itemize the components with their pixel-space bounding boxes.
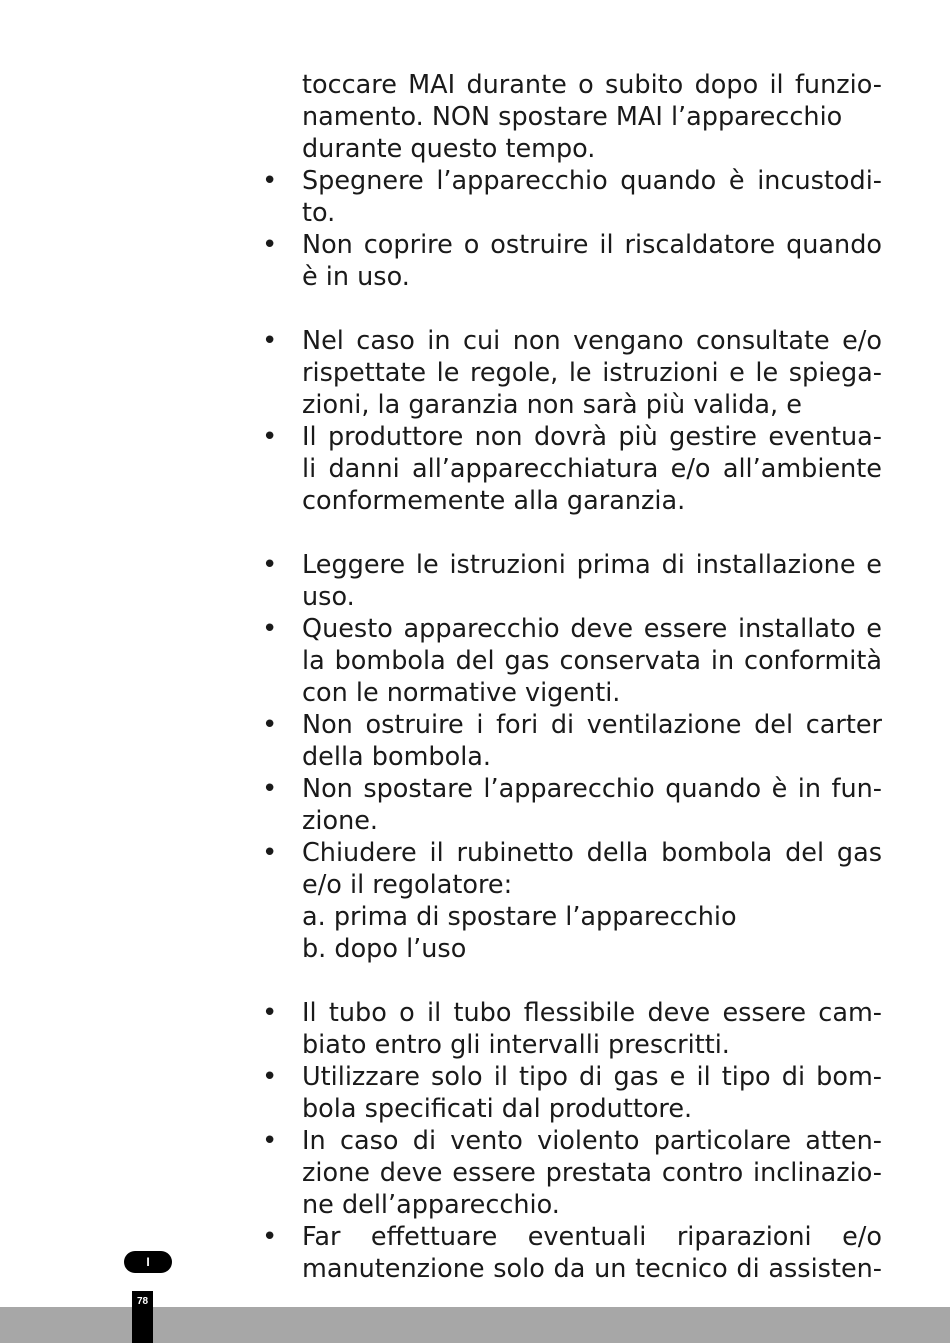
text-line: Non ostruire i fori di ventilazione del carter (302, 710, 882, 740)
bullet-icon: • (262, 1222, 278, 1252)
bullet-icon: • (262, 1062, 278, 1092)
text-line: bola specificati dal produttore. (302, 1094, 693, 1124)
text-line: Utilizzare solo il tipo di gas e il tipo di bom- (302, 1062, 882, 1092)
language-badge: I (124, 1251, 172, 1273)
text-line: rispettate le regole, le istruzioni e le spiega- (302, 358, 882, 388)
text-line: b. dopo l’uso (302, 934, 467, 964)
text-line: li danni all’apparecchiatura e/o all’ambiente (302, 454, 882, 484)
bullet-icon: • (262, 550, 278, 580)
bullet-icon: • (262, 614, 278, 644)
bullet-icon: • (262, 998, 278, 1028)
text-line: Non coprire o ostruire il riscaldatore quando (302, 230, 882, 260)
bullet-icon: • (262, 710, 278, 740)
text-line: manutenzione solo da un tecnico di assisten- (302, 1254, 882, 1284)
text-line: conformemente alla garanzia. (302, 486, 686, 516)
text-line: In caso di vento violento particolare atten- (302, 1126, 882, 1156)
bullet-icon: • (262, 1126, 278, 1156)
bullet-icon: • (262, 838, 278, 868)
text-line: ne dell’apparecchio. (302, 1190, 560, 1220)
text-line: to. (302, 198, 336, 228)
text-line: Questo apparecchio deve essere installato e (302, 614, 882, 644)
text-line: Il tubo o il tubo flessibile deve essere cam- (302, 998, 882, 1028)
text-line: a. prima di spostare l’apparecchio (302, 902, 737, 932)
text-line: la bombola del gas conservata in conformità (302, 646, 882, 676)
text-line: Nel caso in cui non vengano consultate e/o (302, 326, 882, 356)
text-line: della bombola. (302, 742, 492, 772)
bullet-icon: • (262, 774, 278, 804)
text-line: Non spostare l’apparecchio quando è in fun- (302, 774, 882, 804)
text-line: toccare MAI durante o subito dopo il funzio- (302, 70, 882, 100)
text-line: namento. NON spostare MAI l’apparecchio (302, 102, 843, 132)
bullet-icon: • (262, 422, 278, 452)
text-line: Spegnere l’apparecchio quando è incustodi- (302, 166, 882, 196)
text-line: Chiudere il rubinetto della bombola del gas (302, 838, 882, 868)
text-line: e/o il regolatore: (302, 870, 513, 900)
text-line: zione deve essere prestata contro inclinazio- (302, 1158, 882, 1188)
bullet-icon: • (262, 326, 278, 356)
text-line: con le normative vigenti. (302, 678, 621, 708)
text-line: zione. (302, 806, 379, 836)
text-line: è in uso. (302, 262, 410, 292)
bullet-icon: • (262, 230, 278, 260)
text-line: Leggere le istruzioni prima di installazione e (302, 550, 882, 580)
text-line: durante questo tempo. (302, 134, 596, 164)
text-line: zioni, la garanzia non sarà più valida, e (302, 390, 802, 420)
text-line: Il produttore non dovrà più gestire eventua- (302, 422, 882, 452)
page-number: 78 (132, 1291, 153, 1343)
text-line: biato entro gli intervalli prescritti. (302, 1030, 730, 1060)
text-line: uso. (302, 582, 355, 612)
bullet-icon: • (262, 166, 278, 196)
text-line: Far effettuare eventuali riparazioni e/o (302, 1222, 882, 1252)
